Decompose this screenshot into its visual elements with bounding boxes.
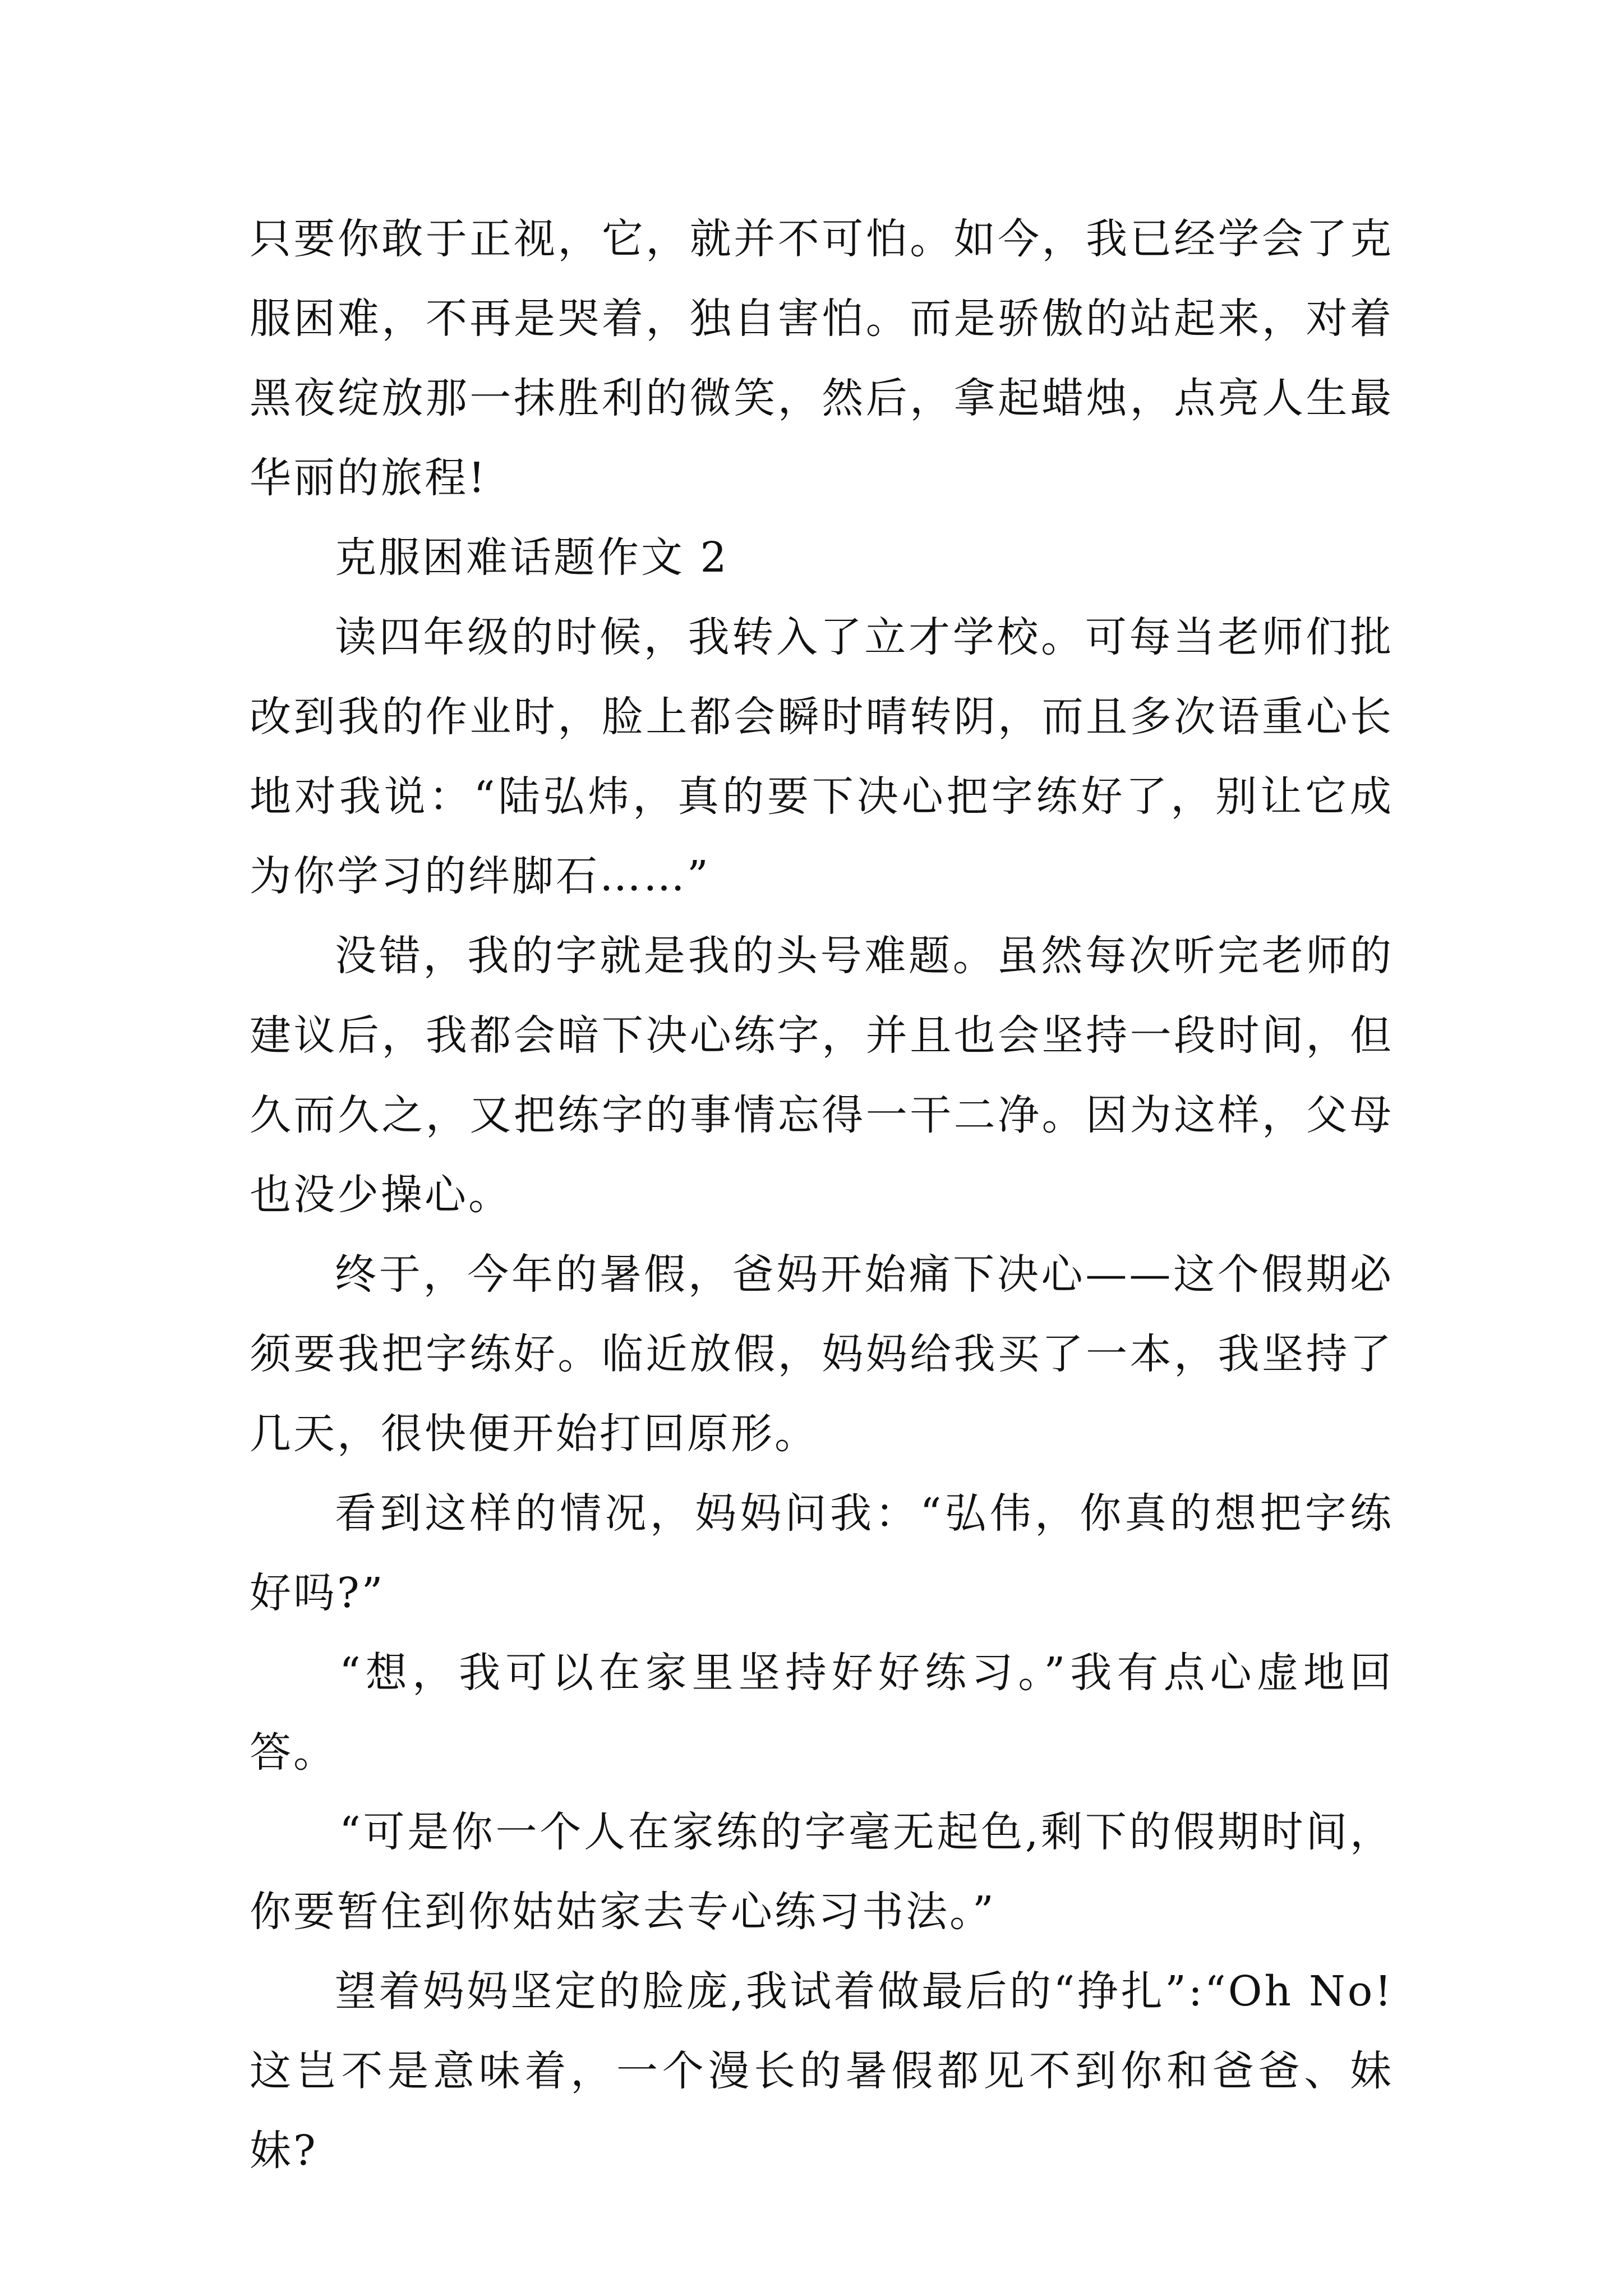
paragraph-dialogue: “想，我可以在家里坚持好好练习。”我有点心虚地回答。	[250, 1649, 1394, 1777]
paragraph: 读四年级的时候，我转入了立才学校。可每当老师们批改到我的作业时，脸上都会瞬时晴转阴，而且多次语重心长地对我说：“陆弘炜，真的要下决心把字练好了，别让它成为你学习的绊脚石……”	[250, 613, 1394, 900]
paragraph: 没错，我的字就是我的头号难题。虽然每次听完老师的建议后，我都会暗下决心练字，并且也会坚持一段时间，但久而久之，又把练字的事情忘得一干二净。因为这样，父母也没少操心。	[250, 932, 1394, 1219]
paragraph: 终于，今年的暑假，爸妈开始痛下决心——这个假期必须要我把字练好。临近放假，妈妈给我买了一本，我坚持了几天，很快便开始打回原形。	[250, 1250, 1394, 1458]
paragraph: 望着妈妈坚定的脸庞,我试着做最后的“挣扎”:“Oh No!这岂不是意味着，一个漫长的暑假都见不到你和爸爸、妹妹?	[250, 1967, 1394, 2175]
section-heading: 克服困难话题作文 2	[335, 533, 729, 582]
document-body	[250, 199, 1394, 2191]
paragraph-dialogue: “可是你一个人在家练的字毫无起色,剩下的假期时间，你要暂住到你姑姑家去专心练习书法。”	[250, 1808, 1394, 1936]
paragraph-continuation: 只要你敢于正视，它，就并不可怕。如今，我已经学会了克服困难，不再是哭着，独自害怕。而是骄傲的站起来，对着黑夜绽放那一抹胜利的微笑，然后，拿起蜡烛，点亮人生最华丽的旅程!	[250, 215, 1394, 502]
paragraph: 看到这样的情况，妈妈问我：“弘伟，你真的想把字练好吗?”	[250, 1489, 1394, 1617]
